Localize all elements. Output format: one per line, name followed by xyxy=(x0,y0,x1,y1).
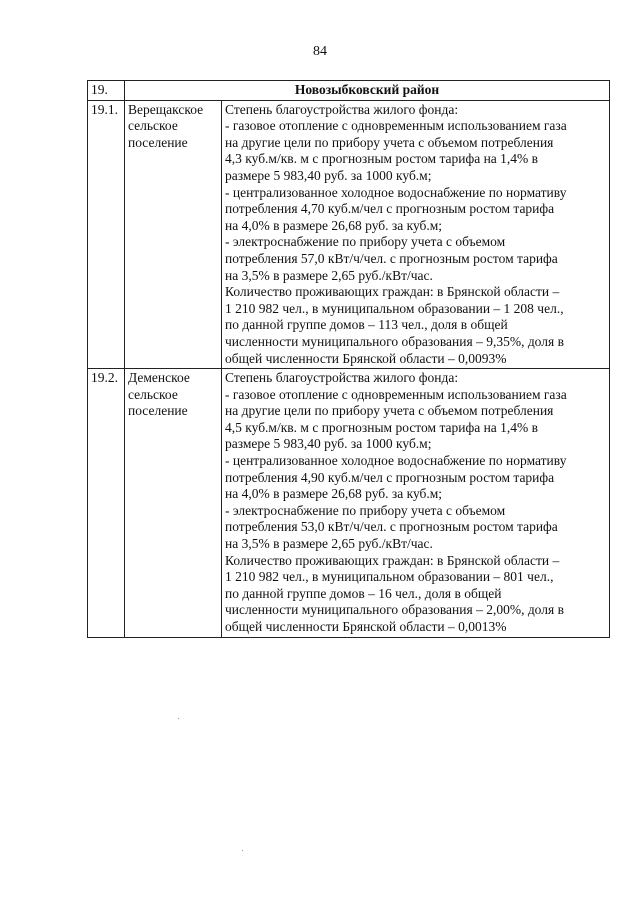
description-line: общей численности Брянской области – 0,0093% xyxy=(225,350,507,366)
settlement-name-line: сельское xyxy=(128,386,178,402)
description-line: 4,5 куб.м/кв. м с прогнозным ростом тарифа на 1,4% в xyxy=(225,419,539,435)
description-line: на 3,5% в размере 2,65 руб./кВт/час. xyxy=(225,536,433,552)
settlement-name-line: поселение xyxy=(128,403,188,419)
description-line: размере 5 983,40 руб. за 1000 куб.м; xyxy=(225,167,432,183)
description-line: на 4,0% в размере 26,68 руб. за куб.м; xyxy=(225,486,443,502)
description-line: - централизованное холодное водоснабжение по нормативу xyxy=(225,184,567,200)
page-number: 84 xyxy=(313,44,327,59)
scan-speck xyxy=(242,850,243,851)
description-line: численности муниципального образования – 2,00%, доля в xyxy=(225,602,564,618)
table-row xyxy=(88,369,610,638)
description-line: Степень благоустройства жилого фонда: xyxy=(225,101,459,117)
description-line: Количество проживающих граждан: в Брянской области – xyxy=(225,284,560,300)
description-line: на другие цели по прибору учета с объемом потребления xyxy=(225,403,554,419)
row-number-cell: 19.2. xyxy=(88,369,125,638)
table-row xyxy=(88,100,610,369)
description-line: численности муниципального образования – 9,35%, доля в xyxy=(225,333,564,349)
description-line: потребления 53,0 кВт/ч/чел. с прогнозным ростом тарифа xyxy=(225,519,558,535)
description-line: - электроснабжение по прибору учета с объемом xyxy=(225,502,506,518)
description-line: 1 210 982 чел., в муниципальном образовании – 801 чел., xyxy=(225,569,554,585)
description-line: Степень благоустройства жилого фонда: xyxy=(225,370,459,386)
description-line: потребления 57,0 кВт/ч/чел. с прогнозным ростом тарифа xyxy=(225,250,558,266)
table-header-row xyxy=(88,81,610,101)
description-line: на другие цели по прибору учета с объемом потребления xyxy=(225,134,554,150)
description-line: 4,3 куб.м/кв. м с прогнозным ростом тарифа на 1,4% в xyxy=(225,151,539,167)
description-cell xyxy=(222,100,610,369)
settlement-name-cell xyxy=(125,369,222,638)
description-line: размере 5 983,40 руб. за 1000 куб.м; xyxy=(225,436,432,452)
scan-speck xyxy=(178,718,179,719)
description-line: общей численности Брянской области – 0,0013% xyxy=(225,619,507,634)
description-line: 1 210 982 чел., в муниципальном образовании – 1 208 чел., xyxy=(225,300,564,316)
description-line: - газовое отопление с одновременным использованием газа xyxy=(225,386,567,402)
header-number-cell: 19. xyxy=(88,81,125,101)
settlement-name-line: Верещакское xyxy=(128,101,204,117)
row-number-cell: 19.1. xyxy=(88,100,125,369)
description-line: - централизованное холодное водоснабжение по нормативу xyxy=(225,453,567,469)
description-line: на 4,0% в размере 26,68 руб. за куб.м; xyxy=(225,217,443,233)
description-line: потребления 4,70 куб.м/чел с прогнозным ростом тарифа xyxy=(225,201,555,217)
description-line: на 3,5% в размере 2,65 руб./кВт/час. xyxy=(225,267,433,283)
settlement-name-line: поселение xyxy=(128,134,188,150)
settlement-name-line: сельское xyxy=(128,118,178,134)
description-line: - электроснабжение по прибору учета с объемом xyxy=(225,234,506,250)
description-line: по данной группе домов – 113 чел., доля в общей xyxy=(225,317,508,333)
description-line: по данной группе домов – 16 чел., доля в общей xyxy=(225,585,502,601)
district-table xyxy=(87,80,610,638)
settlement-name-cell xyxy=(125,100,222,369)
description-line: потребления 4,90 куб.м/чел с прогнозным ростом тарифа xyxy=(225,469,555,485)
settlement-name-line: Деменское xyxy=(128,370,190,386)
district-title: Новозыбковский район xyxy=(125,81,610,101)
description-line: - газовое отопление с одновременным использованием газа xyxy=(225,118,567,134)
description-line: Количество проживающих граждан: в Брянской области – xyxy=(225,552,560,568)
description-cell xyxy=(222,369,610,638)
